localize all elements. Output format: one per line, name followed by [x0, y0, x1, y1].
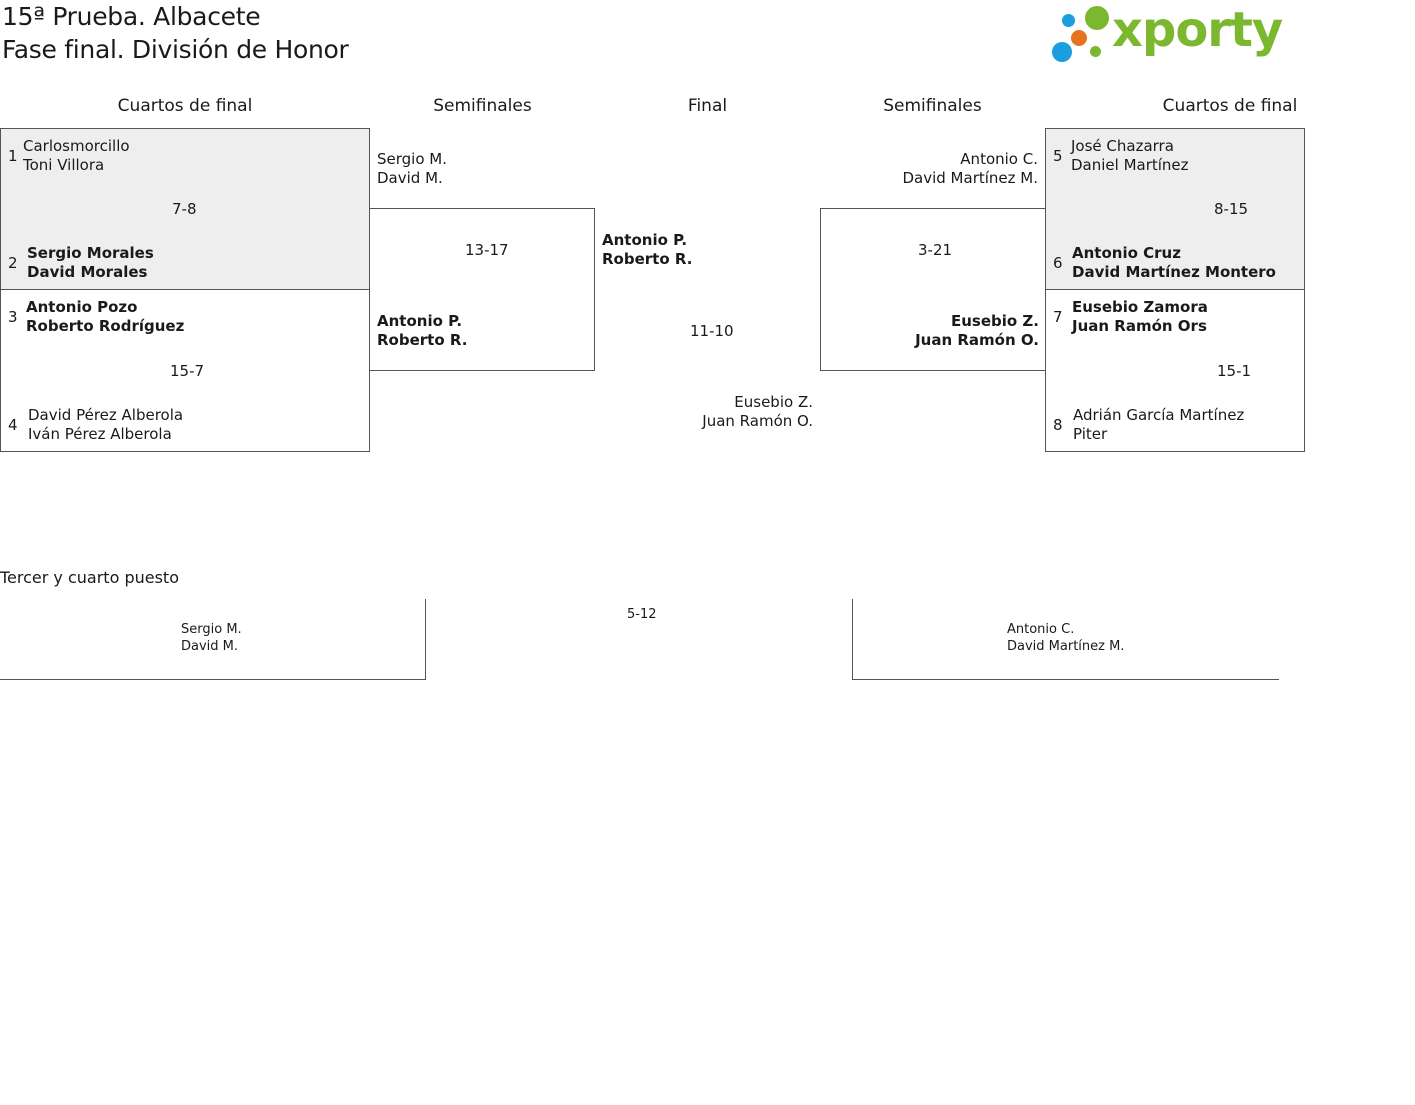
match-score: 15-1: [1217, 362, 1252, 380]
logo-dot-blue-small: [1062, 14, 1075, 27]
player-name: Antonio C.: [1007, 622, 1075, 637]
player-name: Piter: [1073, 425, 1108, 443]
player-name: Carlosmorcillo: [23, 137, 130, 155]
player-name: David Martínez Montero: [1072, 263, 1276, 281]
team-entry[interactable]: [23, 137, 130, 175]
logo-wordmark: xporty: [1112, 2, 1283, 58]
match-score: 7-8: [172, 200, 197, 218]
round-label-left-semis: Semifinales: [433, 96, 532, 116]
semifinal-match-right[interactable]: [820, 208, 1046, 371]
seed-number: 3: [8, 308, 18, 326]
player-name: Sergio M.: [377, 150, 447, 168]
semifinal-match-left[interactable]: [369, 208, 595, 371]
team-entry-winner[interactable]: [27, 244, 154, 282]
team-entry[interactable]: [28, 406, 183, 444]
third-place-right-slot[interactable]: [852, 599, 1279, 680]
logo-dot-green: [1085, 6, 1109, 30]
player-name: Adrián García Martínez: [1073, 406, 1245, 424]
third-place-left-slot[interactable]: [0, 599, 426, 680]
seed-number: 2: [8, 254, 18, 272]
match-score: 8-15: [1214, 200, 1249, 218]
player-name: David Martínez M.: [902, 169, 1038, 187]
team-entry-winner[interactable]: [1072, 244, 1276, 282]
final-team-b[interactable]: [680, 393, 813, 431]
player-name: José Chazarra: [1071, 137, 1174, 155]
player-name: Eusebio Z.: [950, 312, 1039, 330]
round-label-right-semis: Semifinales: [883, 96, 982, 116]
player-name: Daniel Martínez: [1071, 156, 1189, 174]
seed-number: 1: [8, 147, 18, 165]
player-name: Roberto Rodríguez: [26, 317, 185, 335]
team-entry[interactable]: [1073, 406, 1244, 444]
seed-number: 4: [8, 416, 18, 434]
third-place-team-a[interactable]: [181, 621, 242, 655]
seed-number: 7: [1053, 308, 1063, 326]
team-entry[interactable]: [1071, 137, 1189, 175]
final-team-a-winner[interactable]: [602, 231, 692, 269]
player-name: Roberto R.: [602, 250, 693, 268]
match-score: 15-7: [170, 362, 205, 380]
player-name: Roberto R.: [377, 331, 468, 349]
semifinal-left-team-b-winner[interactable]: [377, 312, 467, 350]
seed-number: 5: [1053, 147, 1063, 165]
quarterfinal-match-1[interactable]: [0, 128, 370, 290]
player-name: Eusebio Z.: [734, 393, 813, 411]
round-label-left-quarters: Cuartos de final: [117, 96, 253, 116]
player-name: Juan Ramón Ors: [1072, 317, 1207, 335]
player-name: David Pérez Alberola: [28, 406, 184, 424]
player-name: Antonio Pozo: [26, 298, 138, 316]
logo-dot-green-small: [1090, 46, 1101, 57]
xporty-logo[interactable]: [1050, 2, 1283, 66]
logo-dot-blue-large: [1052, 42, 1072, 62]
player-name: Eusebio Zamora: [1072, 298, 1208, 316]
quarterfinal-match-4[interactable]: [1045, 289, 1305, 452]
team-entry-winner[interactable]: [26, 298, 184, 336]
player-name: Iván Pérez Alberola: [28, 425, 172, 443]
player-name: David Morales: [27, 263, 148, 281]
semifinal-right-team-a[interactable]: [880, 150, 1038, 188]
round-label-final: Final: [687, 96, 728, 116]
player-name: Juan Ramón O.: [702, 412, 813, 430]
player-name: David M.: [377, 169, 443, 187]
team-entry-winner[interactable]: [1072, 298, 1208, 336]
player-name: David Martínez M.: [1007, 639, 1125, 654]
player-name: David M.: [181, 639, 239, 654]
third-place-score: 5-12: [627, 607, 657, 622]
third-place-heading: Tercer y cuarto puesto: [0, 568, 179, 587]
player-name: Antonio C.: [960, 150, 1038, 168]
player-name: Antonio Cruz: [1072, 244, 1181, 262]
player-name: Juan Ramón O.: [915, 331, 1039, 349]
quarterfinal-match-2[interactable]: [0, 289, 370, 452]
final-score: 11-10: [690, 322, 734, 340]
logo-dot-orange: [1071, 30, 1087, 46]
page-title: 15ª Prueba. Albacete: [2, 2, 261, 31]
round-label-right-quarters: Cuartos de final: [1162, 96, 1298, 116]
quarterfinal-match-3[interactable]: [1045, 128, 1305, 290]
player-name: Toni Villora: [23, 156, 105, 174]
semifinal-right-team-b-winner[interactable]: [861, 312, 1039, 350]
match-score: 13-17: [465, 241, 509, 259]
seed-number: 6: [1053, 254, 1063, 272]
player-name: Sergio Morales: [27, 244, 154, 262]
seed-number: 8: [1053, 416, 1063, 434]
player-name: Antonio P.: [377, 312, 463, 330]
player-name: Sergio M.: [181, 622, 242, 637]
semifinal-left-team-a[interactable]: [377, 150, 447, 188]
player-name: Antonio P.: [602, 231, 688, 249]
match-score: 3-21: [918, 241, 953, 259]
third-place-team-b[interactable]: [1007, 621, 1124, 655]
page-subtitle: Fase final. División de Honor: [2, 35, 349, 64]
